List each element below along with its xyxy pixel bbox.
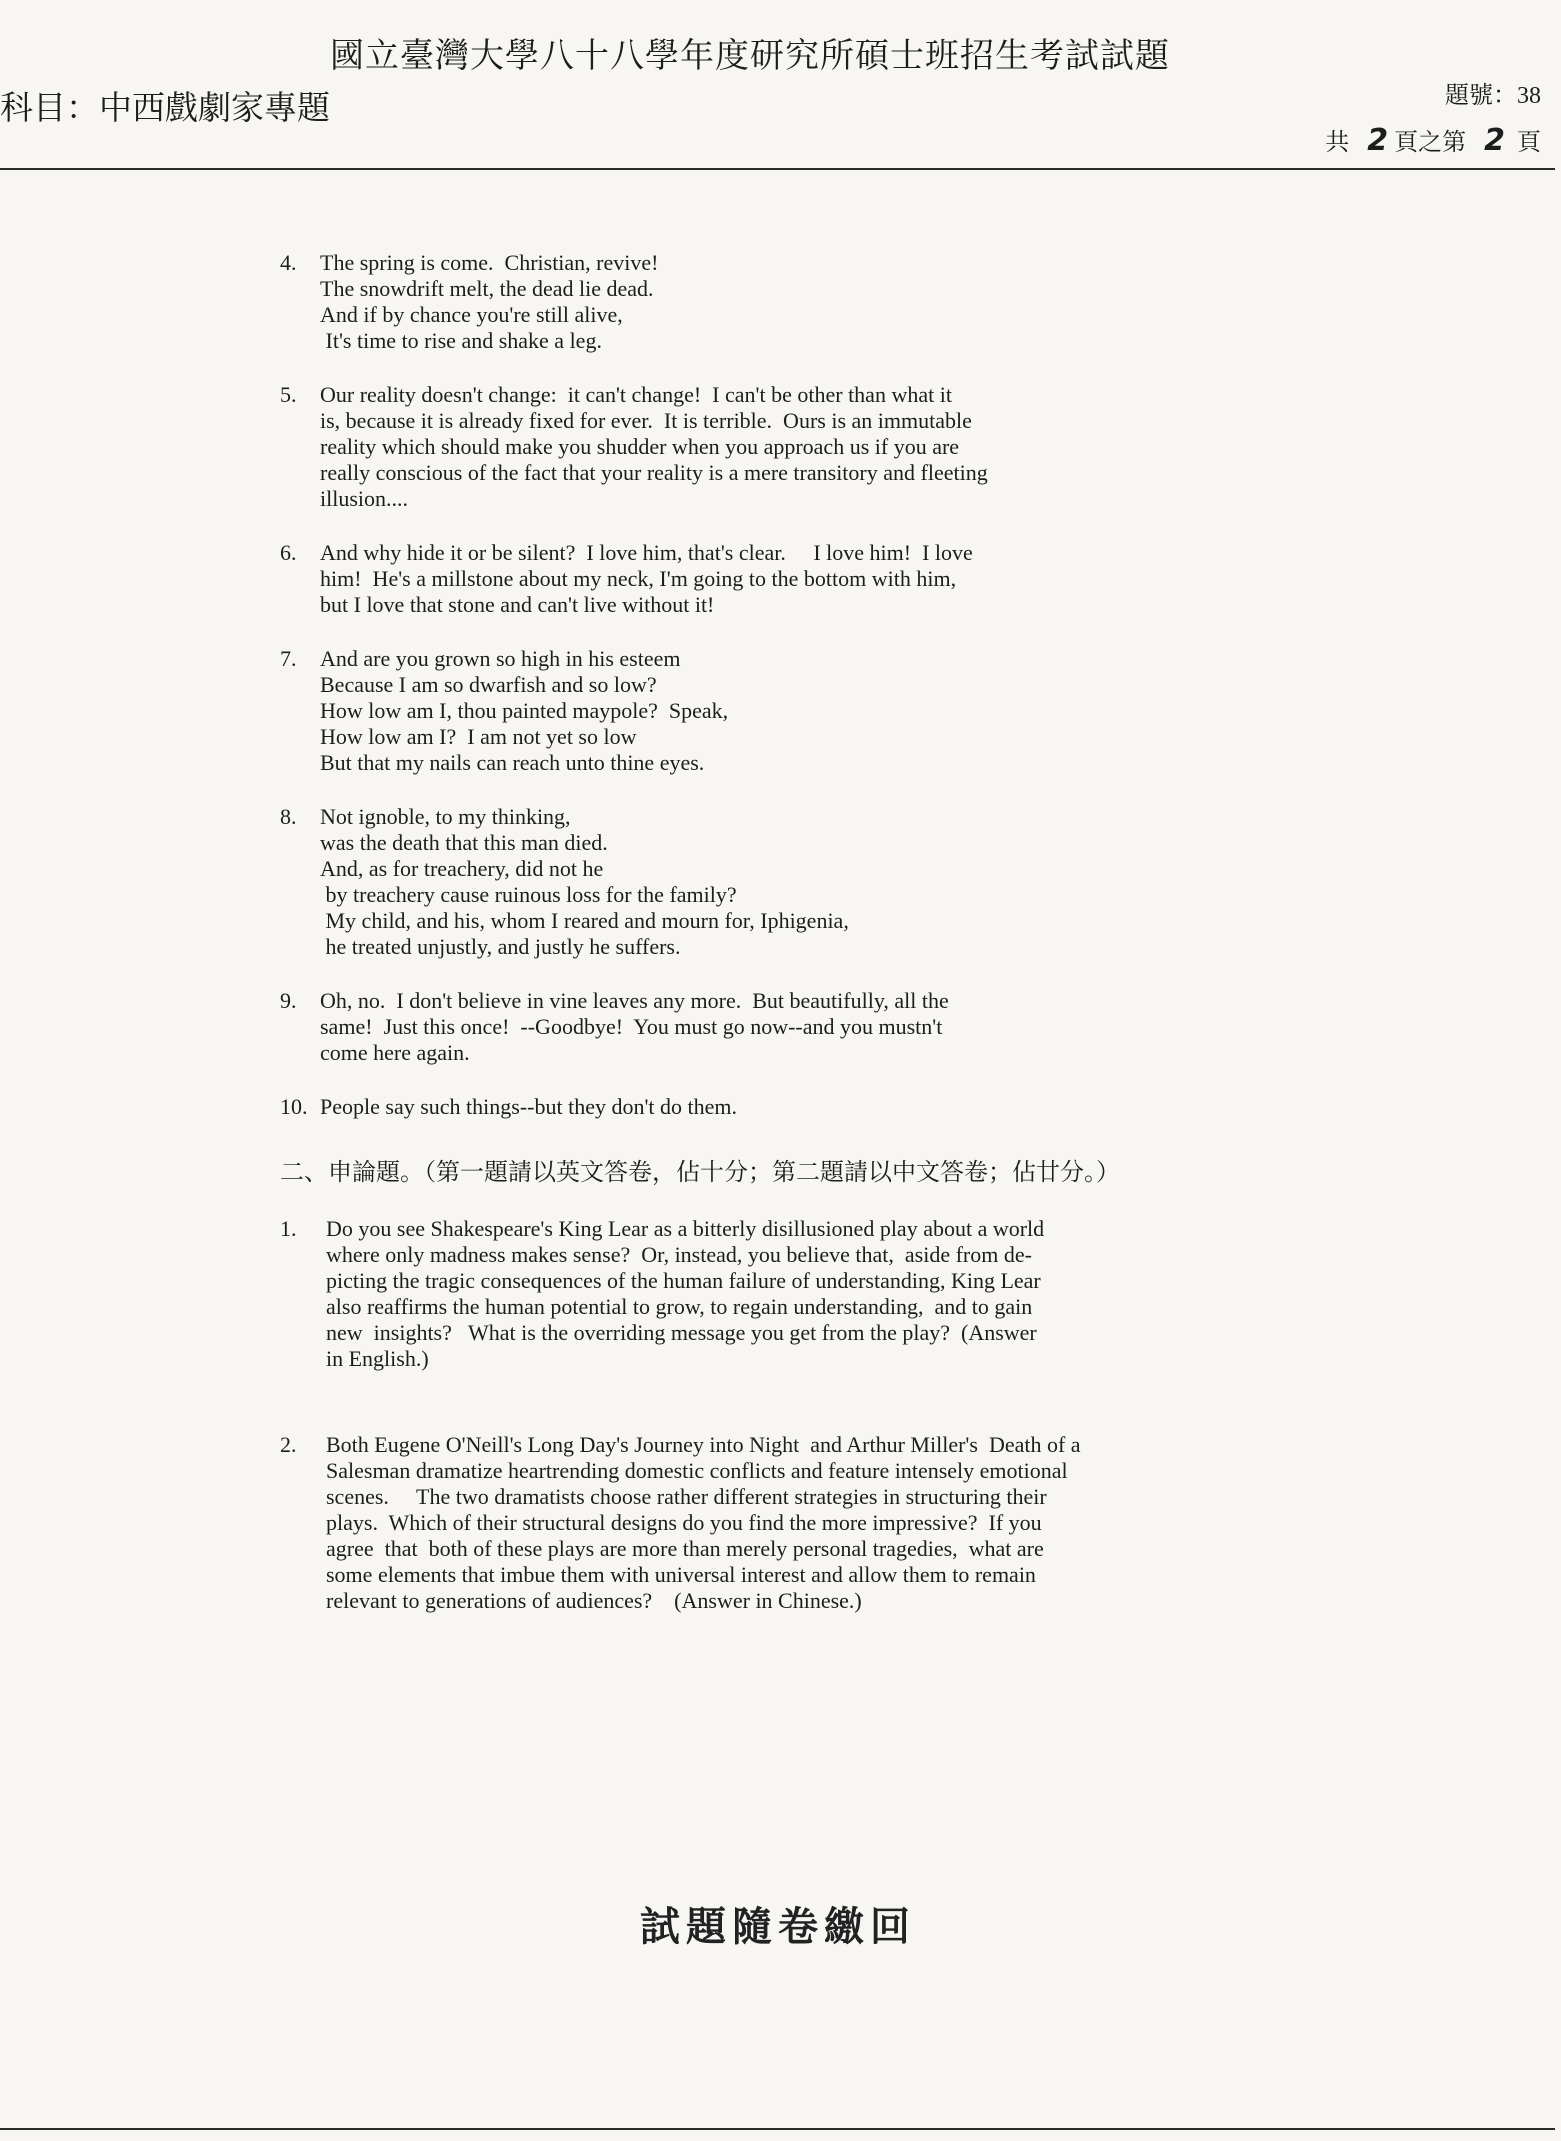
quote-text bbox=[320, 1094, 737, 1120]
quote-line: The snowdrift melt, the dead lie dead. bbox=[320, 276, 654, 301]
quote-number: 9. bbox=[280, 988, 297, 1013]
question-number: 題號：38 bbox=[1445, 83, 1541, 109]
quote-line: him! He's a millstone about my neck, I'm going to the bottom with him, bbox=[320, 566, 957, 591]
essay-line: relevant to generations of audiences? (Answer in Chinese.) bbox=[326, 1588, 862, 1613]
quote-text bbox=[320, 646, 728, 776]
quote-text bbox=[320, 382, 988, 512]
quote-line: Our reality doesn't change: it can't change! I can't be other than what it bbox=[320, 382, 952, 407]
essay-line: Both Eugene O'Neill's Long Day's Journey into Night and Arthur Miller's Death of a bbox=[326, 1432, 1081, 1457]
essay-line: plays. Which of their structural designs do you find the more impressive? If you bbox=[326, 1510, 1042, 1535]
essay-line: where only madness makes sense? Or, instead, you believe that, aside from de- bbox=[326, 1242, 1032, 1267]
pages-prefix: 共 bbox=[1325, 130, 1350, 156]
exam-title: 國立臺灣大學八十八學年度研究所碩士班招生考試試題 bbox=[330, 38, 1170, 75]
quote-line: but I love that stone and can't live without it! bbox=[320, 592, 715, 617]
quote-item bbox=[280, 382, 1280, 512]
quote-text bbox=[320, 250, 658, 354]
essay-line: Do you see Shakespeare's King Lear as a bitterly disillusioned play about a world bbox=[326, 1216, 1045, 1241]
quote-item bbox=[280, 988, 1280, 1066]
quote-line: And are you grown so high in his esteem bbox=[320, 646, 681, 671]
essay-line: some elements that imbue them with universal interest and allow them to remain bbox=[326, 1562, 1036, 1587]
quote-line: People say such things--but they don't do them. bbox=[320, 1094, 738, 1119]
quote-number: 7. bbox=[280, 646, 297, 671]
essay-list bbox=[280, 1216, 1280, 1614]
essay-line: also reaffirms the human potential to grow, to regain understanding, and to gain bbox=[326, 1294, 1033, 1319]
quote-number: 10. bbox=[280, 1094, 308, 1119]
quote-line: same! Just this once! --Goodbye! You must go now--and you mustn't bbox=[320, 1014, 943, 1039]
essay-line: scenes. The two dramatists choose rather different strategies in structuring their bbox=[326, 1484, 1047, 1509]
essay-line: Salesman dramatize heartrending domestic conflicts and feature intensely emotional bbox=[326, 1458, 1068, 1483]
quote-line: But that my nails can reach unto thine eyes. bbox=[320, 750, 705, 775]
quote-number: 8. bbox=[280, 804, 297, 829]
quote-number: 5. bbox=[280, 382, 297, 407]
essay-number: 1. bbox=[280, 1216, 297, 1241]
quote-line: illusion.... bbox=[320, 486, 409, 511]
quote-line: come here again. bbox=[320, 1040, 470, 1065]
subject-label: 科目：中西戲劇家專題 bbox=[0, 91, 330, 127]
quote-line: was the death that this man died. bbox=[320, 830, 608, 855]
essay-item bbox=[280, 1216, 1280, 1372]
quote-text bbox=[320, 540, 973, 618]
quote-number: 6. bbox=[280, 540, 297, 565]
essay-line: agree that both of these plays are more than merely personal tragedies, what are bbox=[326, 1536, 1044, 1561]
essay-item bbox=[280, 1432, 1280, 1614]
essay-line: in English.) bbox=[326, 1346, 429, 1371]
pages-suffix: 頁 bbox=[1517, 130, 1541, 156]
quote-line: by treachery cause ruinous loss for the family? bbox=[320, 882, 737, 907]
essay-text bbox=[326, 1216, 1256, 1372]
return-stamp: 試題隨卷繳回 bbox=[640, 1903, 916, 1950]
quote-line: The spring is come. Christian, revive! bbox=[320, 250, 659, 275]
section-2-heading: 二、申論題。（第一題請以英文答卷，佔十分；第二題請以中文答卷；佔廿分。） bbox=[280, 1160, 1120, 1186]
quote-item bbox=[280, 804, 1280, 960]
quote-line: is, because it is already fixed for ever. It is terrible. Ours is an immutable bbox=[320, 408, 972, 433]
quote-line: he treated unjustly, and justly he suffers. bbox=[320, 934, 681, 959]
quote-list bbox=[280, 250, 1280, 1120]
quote-line: How low am I, thou painted maypole? Speak, bbox=[320, 698, 729, 723]
quote-line: really conscious of the fact that your reality is a mere transitory and fleeting bbox=[320, 460, 988, 485]
quote-item bbox=[280, 250, 1280, 354]
essay-number: 2. bbox=[280, 1432, 297, 1457]
quote-line: Not ignoble, to my thinking, bbox=[320, 804, 571, 829]
quote-text bbox=[320, 988, 949, 1066]
essay-text bbox=[326, 1432, 1256, 1614]
pages-mid: 頁之第 bbox=[1394, 130, 1467, 156]
quote-item bbox=[280, 646, 1280, 776]
quote-line: And why hide it or be silent? I love him, that's clear. I love him! I love bbox=[320, 540, 973, 565]
quote-item bbox=[280, 540, 1280, 618]
quote-line: And if by chance you're still alive, bbox=[320, 302, 623, 327]
quote-line: How low am I? I am not yet so low bbox=[320, 724, 637, 749]
quote-line: Because I am so dwarfish and so low? bbox=[320, 672, 657, 697]
page-count bbox=[1325, 122, 1541, 158]
quote-line: And, as for treachery, did not he bbox=[320, 856, 604, 881]
quote-line: Oh, no. I don't believe in vine leaves any more. But beautifully, all the bbox=[320, 988, 949, 1013]
pages-total: 2 bbox=[1367, 123, 1389, 158]
quote-number: 4. bbox=[280, 250, 297, 275]
exam-content bbox=[280, 250, 1280, 1674]
essay-line: picting the tragic consequences of the human failure of understanding, King Lear bbox=[326, 1268, 1041, 1293]
quote-item bbox=[280, 1094, 1280, 1120]
pages-current: 2 bbox=[1484, 123, 1505, 158]
quote-text bbox=[320, 804, 849, 960]
quote-line: reality which should make you shudder when you approach us if you are bbox=[320, 434, 960, 459]
essay-line: new insights? What is the overriding message you get from the play? (Answer bbox=[326, 1320, 1037, 1345]
quote-line: My child, and his, whom I reared and mourn for, Iphigenia, bbox=[320, 908, 849, 933]
quote-line: It's time to rise and shake a leg. bbox=[320, 328, 602, 353]
